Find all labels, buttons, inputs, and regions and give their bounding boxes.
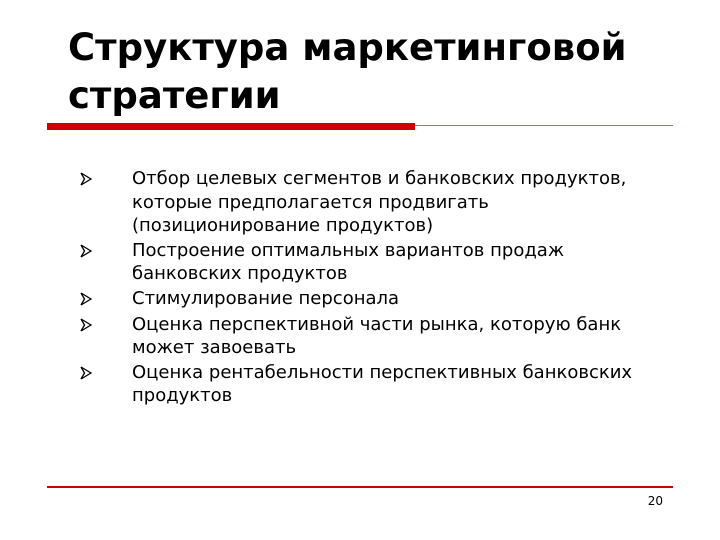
arrowhead-bullet-icon	[80, 286, 132, 312]
bullet-item	[80, 286, 640, 312]
bullet-item	[80, 166, 640, 238]
bullet-text: Стимулирование персонала	[132, 287, 400, 309]
bullet-text: Отбор целевых сегментов и банковских продуктов, которые предполагается продвигать (позиционирование продуктов)	[132, 168, 627, 236]
title-underline-accent	[47, 123, 415, 130]
bullet-text: Оценка рентабельности перспективных банковских продуктов	[132, 361, 633, 406]
slide-number: 20	[647, 494, 663, 508]
bullet-item	[80, 238, 640, 286]
bullet-text: Оценка перспективной части рынка, которую банк может завоевать	[132, 313, 622, 358]
bullet-item	[80, 312, 640, 360]
arrowhead-bullet-icon	[80, 238, 132, 264]
bullet-text: Построение оптимальных вариантов продаж банковских продуктов	[132, 239, 565, 284]
arrowhead-bullet-icon	[80, 166, 132, 192]
arrowhead-bullet-icon	[80, 360, 132, 386]
title-underline-thin	[415, 125, 673, 126]
arrowhead-bullet-icon	[80, 312, 132, 338]
slide-title: Структура маркетинговой стратегии	[68, 26, 627, 117]
bullet-list	[80, 166, 640, 408]
footer-divider	[47, 486, 673, 488]
bullet-item	[80, 360, 640, 408]
